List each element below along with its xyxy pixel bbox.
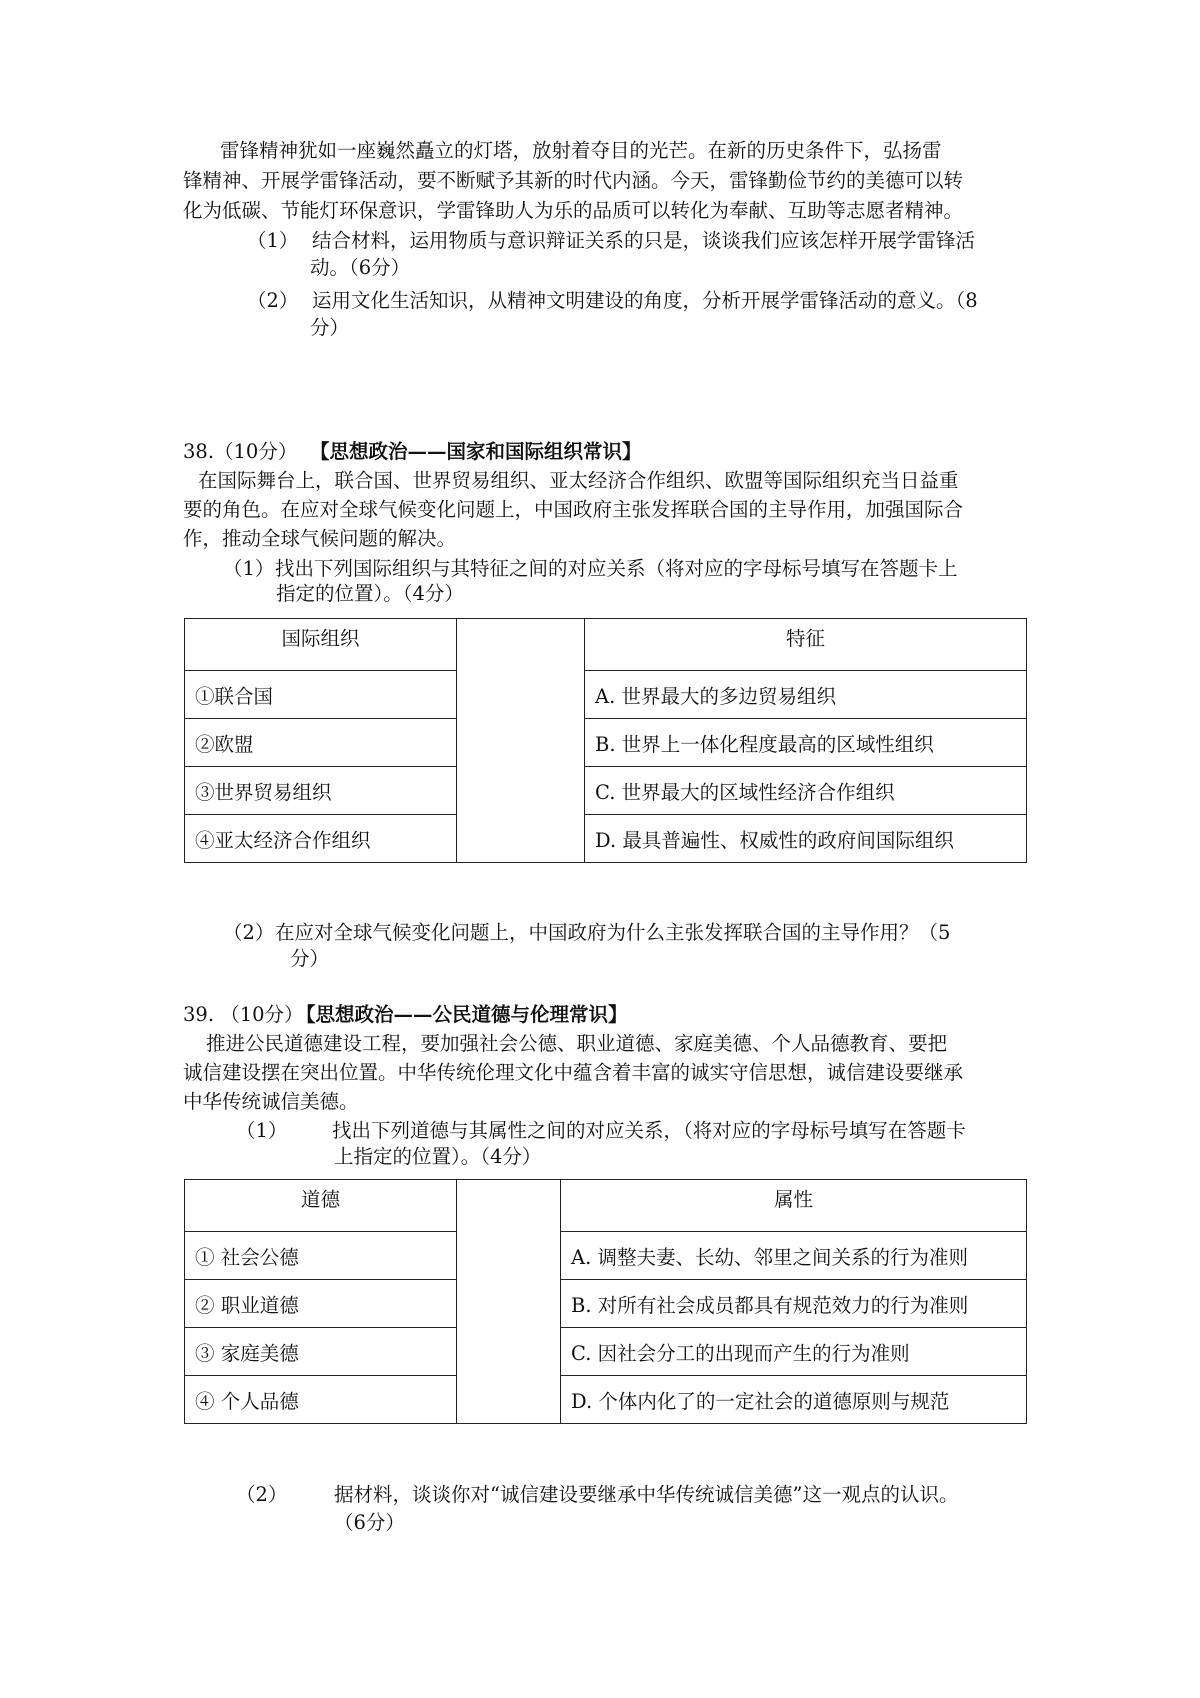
q39-matching-table xyxy=(184,1179,1027,1424)
q39-sub2-text: 据材料，谈谈你对“诚信建设要继承中华传统诚信美德”这一观点的认识。 xyxy=(334,1483,959,1506)
q38-feature-cell: C. 世界最大的区域性经济合作组织 xyxy=(585,767,1027,815)
table-row xyxy=(185,619,1027,671)
q37-sub1-text: 结合材料，运用物质与意识辩证关系的只是，谈谈我们应该怎样开展学雷锋活 xyxy=(312,229,976,252)
q37-sub2-text: 运用文化生活知识，从精神文明建设的角度，分析开展学雷锋活动的意义。（8 xyxy=(312,289,978,312)
q39-table-right-header: 属性 xyxy=(561,1180,1027,1232)
q39-sub1-text: 上指定的位置）。（4分） xyxy=(334,1145,542,1168)
table-row xyxy=(185,1376,1027,1424)
q38-topic: 【思想政治——国家和国际组织常识】 xyxy=(310,440,642,463)
q39-morality-cell: ② 职业道德 xyxy=(185,1280,457,1328)
q38-table-right-header: 特征 xyxy=(585,619,1027,671)
q38-organization-cell: ①联合国 xyxy=(185,671,457,719)
q37-sub1-text: 动。（6分） xyxy=(310,256,411,279)
q38-para-line: 要的角色。在应对全球气候变化问题上，中国政府主张发挥联合国的主导作用，加强国际合 xyxy=(183,498,964,521)
q39-table-blank-column xyxy=(457,1180,561,1424)
q38-para-line: 在国际舞台上，联合国、世界贸易组织、亚太经济合作组织、欧盟等国际组织充当日益重 xyxy=(198,469,959,492)
q37-sub1-number: （1） xyxy=(247,229,299,252)
q38-matching-table xyxy=(184,618,1027,863)
q39-sub2-text: （6分） xyxy=(334,1511,405,1534)
q38-sub1-number: （1） xyxy=(223,557,275,580)
q38-feature-cell: A. 世界最大的多边贸易组织 xyxy=(585,671,1027,719)
table-row xyxy=(185,1180,1027,1232)
q38-organization-cell: ②欧盟 xyxy=(185,719,457,767)
q38-sub1-text: 指定的位置）。（4分） xyxy=(276,582,464,605)
q38-table-left-header: 国际组织 xyxy=(185,619,457,671)
q39-sub1-text: 找出下列道德与其属性之间的对应关系，（将对应的字母标号填写在答题卡 xyxy=(332,1119,966,1142)
table-row xyxy=(185,815,1027,863)
q38-sub2-text: 在应对全球气候变化问题上，中国政府为什么主张发挥联合国的主导作用？（5 xyxy=(275,921,951,944)
q39-table-left-header: 道德 xyxy=(185,1180,457,1232)
q39-attribute-cell: C. 因社会分工的出现而产生的行为准则 xyxy=(561,1328,1027,1376)
q38-feature-cell: B. 世界上一体化程度最高的区域性组织 xyxy=(585,719,1027,767)
q39-morality-cell: ④ 个人品德 xyxy=(185,1376,457,1424)
q38-sub2-number: （2） xyxy=(223,921,275,944)
table-row xyxy=(185,719,1027,767)
q39-attribute-cell: B. 对所有社会成员都具有规范效力的行为准则 xyxy=(561,1280,1027,1328)
q39-number: 39. （10分） xyxy=(183,1003,304,1026)
q38-sub1-text: 找出下列国际组织与其特征之间的对应关系（将对应的字母标号填写在答题卡上 xyxy=(275,557,958,580)
q37-para-line: 雷锋精神犹如一座巍然矗立的灯塔，放射着夺目的光芒。在新的历史条件下，弘扬雷 xyxy=(220,139,942,162)
q39-para-line: 推进公民道德建设工程，要加强社会公德、职业道德、家庭美德、个人品德教育、要把 xyxy=(206,1032,948,1055)
q39-morality-cell: ① 社会公德 xyxy=(185,1232,457,1280)
q37-para-line: 化为低碳、节能灯环保意识，学雷锋助人为乐的品质可以转化为奉献、互助等志愿者精神。 xyxy=(183,199,964,222)
q39-para-line: 中华传统诚信美德。 xyxy=(183,1090,359,1113)
q38-feature-cell: D. 最具普遍性、权威性的政府间国际组织 xyxy=(585,815,1027,863)
table-row xyxy=(185,1280,1027,1328)
q37-sub2-text: 分） xyxy=(310,316,350,339)
table-row xyxy=(185,1232,1027,1280)
q38-organization-cell: ③世界贸易组织 xyxy=(185,767,457,815)
table-row xyxy=(185,767,1027,815)
q39-attribute-cell: D. 个体内化了的一定社会的道德原则与规范 xyxy=(561,1376,1027,1424)
q39-para-line: 诚信建设摆在突出位置。中华传统伦理文化中蕴含着丰富的诚实守信思想，诚信建设要继承 xyxy=(183,1061,964,1084)
q38-number: 38.（10分） xyxy=(183,440,298,463)
q39-morality-cell: ③ 家庭美德 xyxy=(185,1328,457,1376)
q39-sub1-number: （1） xyxy=(236,1119,288,1142)
q39-attribute-cell: A. 调整夫妻、长幼、邻里之间关系的行为准则 xyxy=(561,1232,1027,1280)
table-row xyxy=(185,671,1027,719)
q39-sub2-number: （2） xyxy=(236,1483,288,1506)
q38-table-blank-column xyxy=(457,619,585,863)
q39-topic: 【思想政治——公民道德与伦理常识】 xyxy=(296,1003,628,1026)
q38-sub2-text: 分） xyxy=(290,947,330,970)
q37-para-line: 锋精神、开展学雷锋活动，要不断赋予其新的时代内涵。今天，雷锋勤俭节约的美德可以转 xyxy=(183,169,964,192)
q38-para-line: 作，推动全球气候问题的解决。 xyxy=(183,527,457,550)
q37-sub2-number: （2） xyxy=(247,289,299,312)
q38-organization-cell: ④亚太经济合作组织 xyxy=(185,815,457,863)
table-row xyxy=(185,1328,1027,1376)
